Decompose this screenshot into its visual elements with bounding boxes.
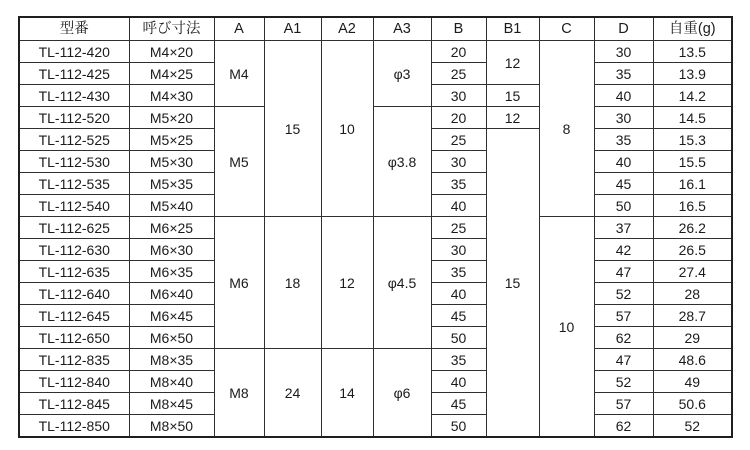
table-cell: 25 [431, 63, 486, 85]
table-cell: 14.2 [653, 85, 732, 107]
table-cell: 47 [594, 349, 653, 371]
column-header: B1 [486, 17, 539, 41]
table-cell: 30 [431, 85, 486, 107]
table-cell: 50 [431, 327, 486, 349]
table-cell: M5×40 [129, 195, 214, 217]
table-cell: 24 [264, 349, 321, 438]
table-cell: TL-112-640 [19, 283, 129, 305]
table-cell: TL-112-845 [19, 393, 129, 415]
table-cell: 52 [594, 283, 653, 305]
table-cell: 28.7 [653, 305, 732, 327]
table-cell: 27.4 [653, 261, 732, 283]
table-cell: 14.5 [653, 107, 732, 129]
table-cell: TL-112-425 [19, 63, 129, 85]
table-cell: M5 [214, 107, 264, 217]
column-header: A [214, 17, 264, 41]
table-row [19, 217, 732, 239]
table-cell: M4 [214, 41, 264, 107]
table-cell: 25 [431, 129, 486, 151]
table-cell: 35 [431, 173, 486, 195]
table-cell: TL-112-835 [19, 349, 129, 371]
table-cell: 15 [264, 41, 321, 217]
table-cell: M6×30 [129, 239, 214, 261]
table-cell: 62 [594, 415, 653, 438]
table-row [19, 41, 732, 63]
column-header: 自重(g) [653, 17, 732, 41]
table-cell: 30 [594, 41, 653, 63]
table-cell: 40 [594, 85, 653, 107]
table-cell: 62 [594, 327, 653, 349]
table-cell: TL-112-535 [19, 173, 129, 195]
table-cell: 37 [594, 217, 653, 239]
table-cell: M5×35 [129, 173, 214, 195]
table-cell: 26.2 [653, 217, 732, 239]
table-cell: M6×25 [129, 217, 214, 239]
table-cell: φ4.5 [373, 217, 431, 349]
table-cell: 29 [653, 327, 732, 349]
table-cell: 52 [653, 415, 732, 438]
table-cell: M5×20 [129, 107, 214, 129]
table-cell: 50 [594, 195, 653, 217]
column-header: A1 [264, 17, 321, 41]
table-cell: TL-112-650 [19, 327, 129, 349]
table-cell: φ6 [373, 349, 431, 438]
table-cell: M4×20 [129, 41, 214, 63]
table-cell: 10 [321, 41, 373, 217]
column-header: B [431, 17, 486, 41]
table-cell: 10 [539, 217, 594, 438]
table-cell: 15.5 [653, 151, 732, 173]
table-cell: 35 [431, 261, 486, 283]
table-cell: 16.5 [653, 195, 732, 217]
table-cell: 50 [431, 415, 486, 438]
table-cell: 18 [264, 217, 321, 349]
table-cell: 30 [431, 239, 486, 261]
column-header: 型番 [19, 17, 129, 41]
table-cell: 13.5 [653, 41, 732, 63]
table-cell: 20 [431, 41, 486, 63]
table-cell: M4×25 [129, 63, 214, 85]
table-cell: 57 [594, 305, 653, 327]
table-cell: M6×40 [129, 283, 214, 305]
table-row [19, 107, 732, 129]
table-cell: 45 [431, 305, 486, 327]
column-header: C [539, 17, 594, 41]
table-cell: TL-112-525 [19, 129, 129, 151]
table-cell: 12 [321, 217, 373, 349]
table-row [19, 349, 732, 371]
table-cell: 13.9 [653, 63, 732, 85]
table-cell: M8 [214, 349, 264, 438]
table-cell: M8×40 [129, 371, 214, 393]
table-cell: 35 [431, 349, 486, 371]
table-cell: 35 [594, 63, 653, 85]
table-cell: M8×35 [129, 349, 214, 371]
column-header: 呼び寸法 [129, 17, 214, 41]
table-cell: TL-112-420 [19, 41, 129, 63]
table-cell: 30 [594, 107, 653, 129]
column-header: D [594, 17, 653, 41]
table-cell: TL-112-540 [19, 195, 129, 217]
table-cell: 40 [594, 151, 653, 173]
table-cell: TL-112-625 [19, 217, 129, 239]
spec-table-head [19, 17, 732, 41]
table-cell: TL-112-840 [19, 371, 129, 393]
header-row [19, 17, 732, 41]
table-cell: 40 [431, 195, 486, 217]
table-cell: 57 [594, 393, 653, 415]
table-cell: TL-112-520 [19, 107, 129, 129]
table-cell: 14 [321, 349, 373, 438]
table-cell: TL-112-630 [19, 239, 129, 261]
table-cell: 45 [431, 393, 486, 415]
table-cell: φ3.8 [373, 107, 431, 217]
table-cell: TL-112-530 [19, 151, 129, 173]
table-cell: φ3 [373, 41, 431, 107]
table-cell: 40 [431, 283, 486, 305]
table-cell: M6×35 [129, 261, 214, 283]
table-cell: 42 [594, 239, 653, 261]
table-cell: 16.1 [653, 173, 732, 195]
spec-table-body [19, 41, 732, 438]
table-cell: 20 [431, 107, 486, 129]
table-cell: M5×30 [129, 151, 214, 173]
table-cell: 15.3 [653, 129, 732, 151]
table-cell: 26.5 [653, 239, 732, 261]
table-cell: 15 [486, 85, 539, 107]
table-cell: 52 [594, 371, 653, 393]
table-cell: 45 [594, 173, 653, 195]
table-cell: TL-112-645 [19, 305, 129, 327]
table-cell: 48.6 [653, 349, 732, 371]
table-cell: M6 [214, 217, 264, 349]
table-cell: TL-112-635 [19, 261, 129, 283]
table-cell: 15 [486, 129, 539, 438]
table-cell: 35 [594, 129, 653, 151]
table-cell: TL-112-850 [19, 415, 129, 438]
table-cell: M8×50 [129, 415, 214, 438]
table-cell: 12 [486, 107, 539, 129]
table-cell: 12 [486, 41, 539, 85]
column-header: A3 [373, 17, 431, 41]
table-cell: M5×25 [129, 129, 214, 151]
product-spec-table [18, 16, 733, 438]
table-cell: 28 [653, 283, 732, 305]
table-cell: 30 [431, 151, 486, 173]
table-cell: 47 [594, 261, 653, 283]
table-cell: 40 [431, 371, 486, 393]
table-cell: M8×45 [129, 393, 214, 415]
table-cell: TL-112-430 [19, 85, 129, 107]
column-header: A2 [321, 17, 373, 41]
table-cell: 49 [653, 371, 732, 393]
table-cell: 25 [431, 217, 486, 239]
table-cell: M6×45 [129, 305, 214, 327]
table-cell: M6×50 [129, 327, 214, 349]
table-cell: 50.6 [653, 393, 732, 415]
spec-table-container [18, 16, 733, 438]
table-cell: M4×30 [129, 85, 214, 107]
table-cell: 8 [539, 41, 594, 217]
